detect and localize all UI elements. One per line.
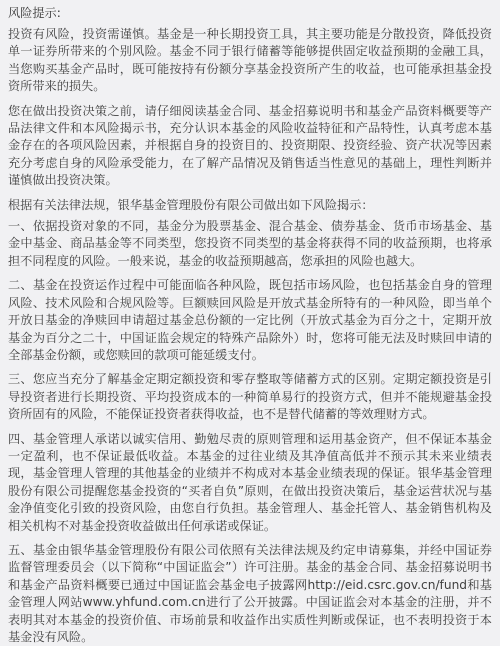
risk-paragraph-intro: 投资有风险，投资需谨慎。基金是一种长期投资工具，其主要功能是分散投资，降低投资单一证券所带来的个别风险。基金不同于银行储蓄等能够提供固定收益预期的金融工具，当您购买基金产品时，既可能按持有份额分享基金投资所产生的收益，也可能承担基金投资所带来的损失。	[8, 27, 492, 94]
risk-paragraph-item-2: 二、基金在投资运作过程中可能面临各种风险，既包括市场风险，也包括基金自身的管理风险、技术风险和合规风险等。巨额赎回风险是开放式基金所特有的一种风险，即当单个开放日基金的净赎回申请超过基金总份额的一定比例（开放式基金为百分之十，定期开放基金为百分之二十，中国证监会规定的特殊产品除外）时，您将可能无法及时赎回申请的全部基金份额，或您赎回的款项可能延缓支付。	[8, 278, 492, 362]
risk-notice-title: 风险提示:	[8, 6, 61, 20]
risk-paragraph-item-3: 三、您应当充分了解基金定期定额投资和零存整取等储蓄方式的区别。定期定额投资是引导投资者进行长期投资、平均投资成本的一种简单易行的投资方式，但并不能规避基金投资所固有的风险，不能保证投资者获得收益，也不是替代储蓄的等效理财方式。	[8, 372, 492, 422]
risk-paragraph-before-investing: 您在做出投资决策之前，请仔细阅读基金合同、基金招募说明书和基金产品资料概要等产品法律文件和本风险揭示书，充分认识本基金的风险收益特征和产品特性，认真考虑本基金存在的各项风险因素，并根据自身的投资目的、投资期限、投资经验、资产状况等因素充分考虑自身的风险承受能力，在了解产品情况及销售适当性意见的基础上，理性判断并谨慎做出投资决策。	[8, 103, 492, 188]
risk-paragraph-item-5: 五、基金由银华基金管理股份有限公司依照有关法律法规及约定申请募集，并经中国证券监督管理委员会（以下简称“中国证监会”）许可注册。基金的基金合同、基金招募说明书和基金产品资料概要已通过中国证监会基金电子披露网http://eid.csrc.gov.cn/fund和基金管理人网站www.yhfund.com.cn进行了公开披露。中国证监会对本基金的注册，并不表明其对本基金的投资价值、市场前景和收益作出实质性判断或保证，也不表明投资于本基金没有风险。	[8, 542, 492, 644]
risk-paragraph-item-1: 一、依据投资对象的不同，基金分为股票基金、混合基金、债券基金、货币市场基金、基金中基金、商品基金等不同类型，您投资不同类型的基金将获得不同的收益预期，也将承担不同程度的风险。一般来说，基金的收益预期越高，您承担的风险也越大。	[8, 219, 492, 268]
risk-paragraph-legal-basis: 根据有关法律法规，银华基金管理股份有限公司做出如下风险揭示：	[8, 197, 374, 212]
risk-paragraph-item-4: 四、基金管理人承诺以诚实信用、勤勉尽责的原则管理和运用基金资产，但不保证本基金一定盈利，也不保证最低收益。本基金的过往业绩及其净值高低并不预示其未来业绩表现，基金管理人管理的其他基金的业绩并不构成对本基金业绩表现的保证。银华基金管理股份有限公司提醒您基金投资的“买者自负”原则，在做出投资决策后，基金运营状况与基金净值变化引致的投资风险，由您自行负担。基金管理人、基金托管人、基金销售机构及相关机构不对基金投资收益做出任何承诺或保证。	[8, 431, 492, 533]
